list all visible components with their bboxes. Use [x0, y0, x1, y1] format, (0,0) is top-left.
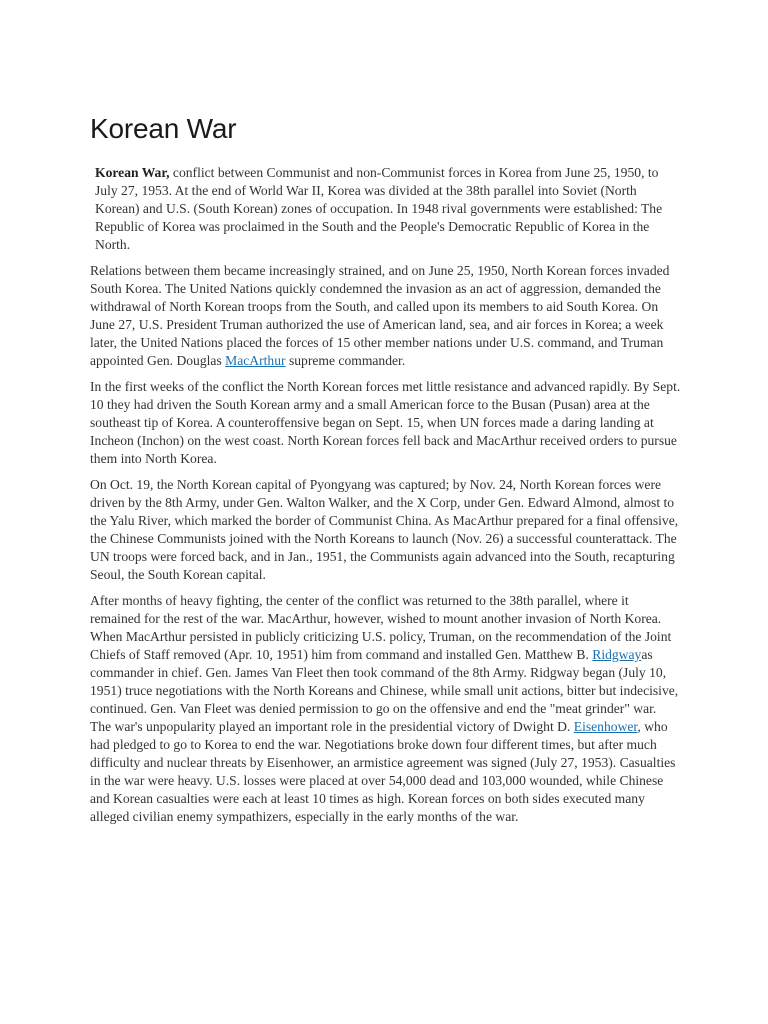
paragraph-armistice	[90, 718, 682, 826]
armistice-text-start: The war's unpopularity played an important role in the presidential victory of Dwight D.	[90, 719, 574, 734]
paragraph-invasion	[90, 262, 682, 370]
macarthur-link[interactable]: MacArthur	[225, 353, 286, 368]
paragraph-stalemate	[90, 592, 682, 718]
paragraph-intro	[90, 164, 682, 254]
eisenhower-link[interactable]: Eisenhower	[573, 719, 638, 734]
article-body	[90, 164, 682, 834]
stalemate-text-start: After months of heavy fighting, the center of the conflict was returned to the 38th parallel, where it remained for the rest of the war. MacArthur, however, wished to mount another invasion of North Korea. When MacArthur persisted in publicly criticizing U.S. policy, Truman, on the recommendation of the Joint Chiefs of Staff removed (Apr. 10, 1951) him from command and installed Gen. Matthew B.	[90, 593, 672, 662]
paragraph-pyongyang: On Oct. 19, the North Korean capital of Pyongyang was captured; by Nov. 24, North Korean forces were driven by the 8th Army, under Gen. Walton Walker, and the X Corp, under Gen. Edward Almond, almost to the Yalu River, which marked the border of Communist China. As MacArthur prepared for a final offensive, the Chinese Communists joined with the North Koreans to launch (Nov. 26) a successful counterattack. The UN troops were forced back, and in Jan., 1951, the Communists again advanced into the South, recapturing Seoul, the South Korean capital.	[90, 477, 679, 582]
invasion-text-start: Relations between them became increasingly strained, and on June 25, 1950, North Korean forces invaded South Korea. The United Nations quickly condemned the invasion as an act of aggression, demanded the withdrawal of North Korean troops from the South, and called upon its members to aid South Korea. On June 27, U.S. President Truman authorized the use of American land, sea, and air forces in Korea; a week later, the United Nations placed the forces of 15 other member nations under U.S. command, and Truman appointed Gen. Douglas	[90, 263, 670, 368]
intro-text: conflict between Communist and non-Communist forces in Korea from June 25, 1950, to July 27, 1953. At the end of World War II, Korea was divided at the 38th parallel into Soviet (North Korean) and U.S. (South Korean) zones of occupation. In 1948 rival governments were established: The Republic of Korea was proclaimed in the South and the People's Democratic Republic of Korea in the North.	[95, 165, 663, 252]
stalemate-text-end: as commander in chief. Gen. James Van Fleet then took command of the 8th Army. Ridgway began (July 10, 1951) truce negotiations with the North Koreans and Chinese, while small unit actions, bitter but indecisive, continued. Gen. Van Fleet was denied permission to go on the offensive and end the "meat grinder" war.	[90, 647, 679, 716]
armistice-text-end: , who had pledged to go to Korea to end the war. Negotiations broke down four different times, but after much difficulty and nuclear threats by Eisenhower, an armistice agreement was signed (July 27, 1953). Casualties in the war were heavy. U.S. losses were placed at over 54,000 dead and 103,000 wounded, while Chinese and Korean casualties were each at least 10 times as high. Korean forces on both sides executed many alleged civilian enemy sympathizers, especially in the early months of the war.	[90, 719, 676, 824]
invasion-text-end: supreme commander.	[285, 353, 406, 368]
intro-term: Korean War,	[95, 165, 170, 180]
ridgway-link[interactable]: Ridgway	[592, 647, 642, 662]
page-title: Korean War	[90, 113, 237, 144]
paragraph-early-weeks: In the first weeks of the conflict the North Korean forces met little resistance and advanced rapidly. By Sept. 10 they had driven the South Korean army and a small American force to the Busan (Pusan) area at the southeast tip of Korea. A counteroffensive began on Sept. 15, when UN forces made a daring landing at Incheon (Inchon) on the west coast. North Korean forces fell back and MacArthur received orders to pursue them into North Korea.	[90, 379, 681, 466]
